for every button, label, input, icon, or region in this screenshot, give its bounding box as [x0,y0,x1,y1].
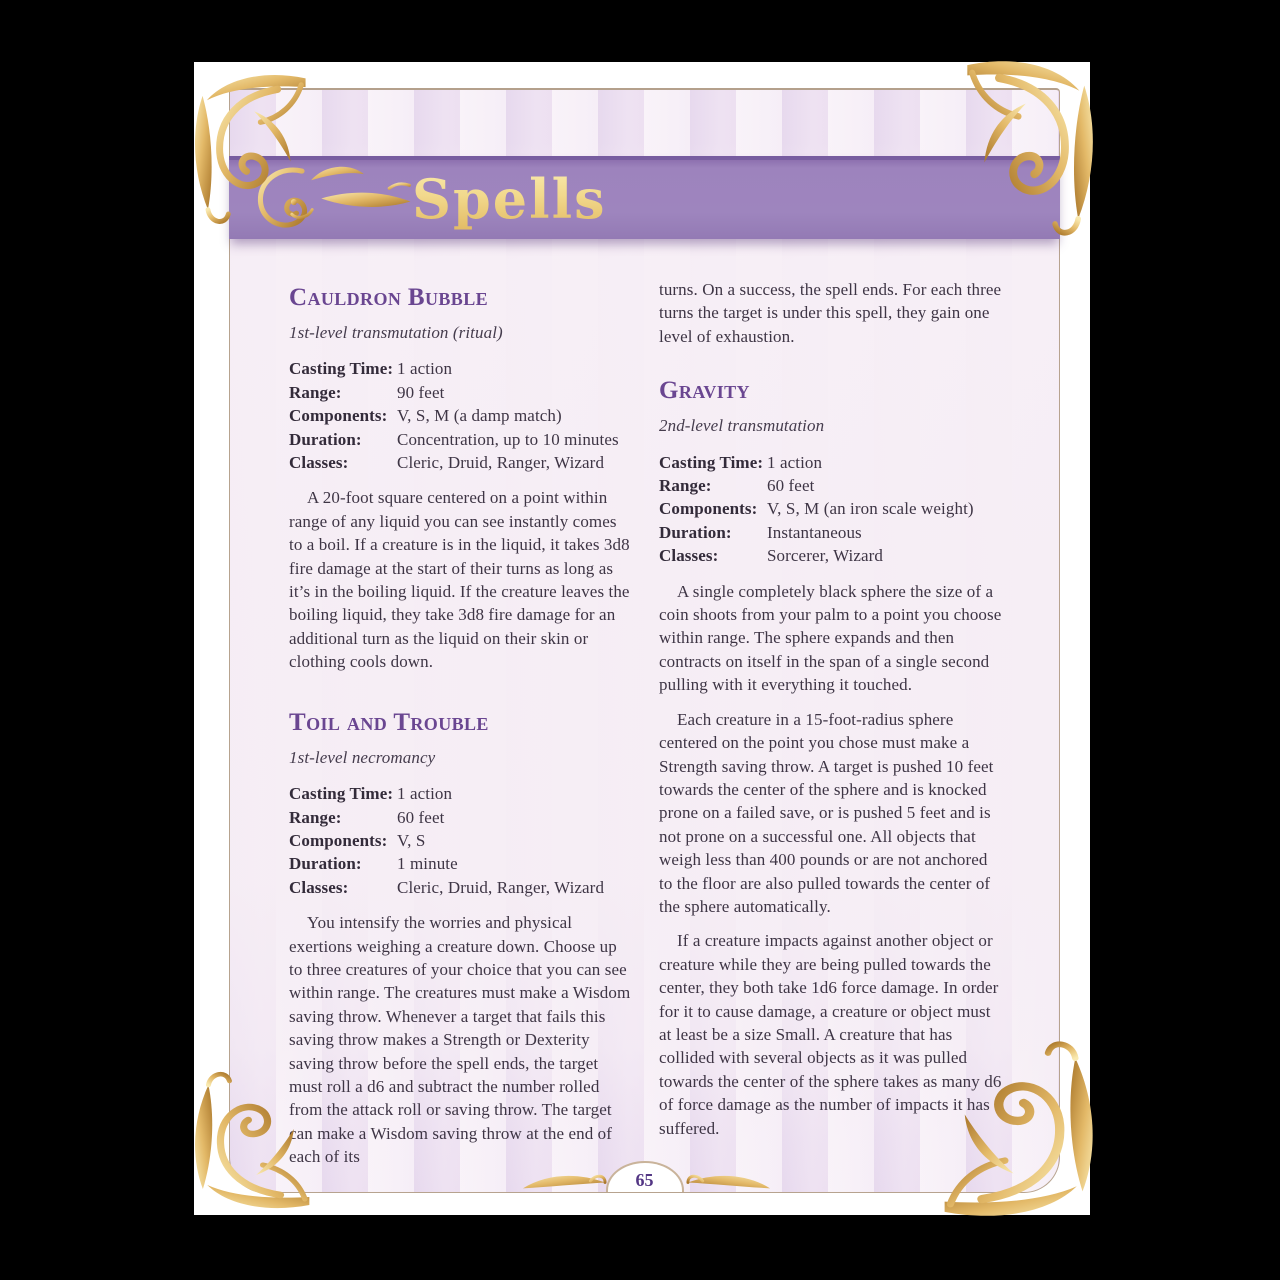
stat-value: V, S, M (an iron scale weight) [767,499,974,519]
spell-paragraph-continuation: turns. On a success, the spell ends. For each three turns the target is under this spell, they gain one level of exhaustion. [659,280,1002,346]
left-column [289,283,633,1192]
spell-name: Cauldron Bubble [289,284,489,311]
spell-paragraph: A single completely black sphere the size of a coin shoots from your palm to a point you choose within range. The sphere expands and then contracts on itself in the span of a single second pulling with it everything it touched. [659,581,1002,695]
stat-label: Components: [289,830,388,850]
stat-label: Classes: [289,877,349,897]
stat-value: 1 action [397,784,453,804]
stat-value: Concentration, up to 10 minutes [397,429,619,449]
stat-value: Cleric, Druid, Ranger, Wizard [397,453,605,473]
stat-value: V, S, M (a damp match) [397,406,562,426]
stat-value: V, S [397,830,426,850]
stat-label: Components: [659,499,758,519]
stat-label: Casting Time: [659,452,764,472]
stat-value: 1 action [397,359,453,379]
footer-swash-left-icon [520,1167,608,1195]
stat-value: 60 feet [767,476,815,496]
corner-ornament-bottom-right-icon [936,1012,1094,1217]
spell-name: Toil and Trouble [289,708,489,736]
corner-ornament-bottom-left-icon [194,1049,316,1209]
stat-label: Duration: [659,522,732,542]
spell-paragraph: You intensify the worries and physical exertions weighing a creature down. Choose up to three creatures of your choice that you can see within range. The creatures must make a Wisdom saving throw. Whenever a target that fails this saving throw makes a Strength or Dexterity saving throw before the spell ends, the target must roll a d6 and subtract the number rolled from the attack roll or saving throw. The target can make a Wisdom saving throw at the end of each of its [289,913,631,1167]
stat-value: 60 feet [397,807,445,827]
corner-ornament-top-left-icon [194,74,312,249]
stat-value: Instantaneous [767,522,862,542]
spell-name: Gravity [659,377,750,405]
stat-label: Range: [289,382,342,402]
spell-stats [289,357,633,474]
stat-label: Duration: [289,854,362,874]
spell-stats [659,451,1003,568]
stat-label: Classes: [289,453,349,473]
spell-card-cauldron-bubble [289,283,633,674]
book-page [194,62,1090,1215]
stat-label: Range: [289,807,342,827]
stat-label: Components: [289,406,388,426]
chapter-banner [229,156,1060,239]
stat-value: Sorcerer, Wizard [767,546,884,566]
spell-paragraph: If a creature impacts against another object or creature while they are being pulled towards the center, they both take 1d6 force damage. In order for it to cause damage, a creature or object must at least be a size Small. A creature that has collided with several objects as it was pulled towards the center of the sphere takes as many d6 of force damage as the number of impacts it has suffered. [659,931,1002,1138]
spell-school: 2nd-level transmutation [659,416,825,436]
stat-value: 1 action [767,452,823,472]
stat-value: 90 feet [397,382,445,402]
stat-value: 1 minute [397,854,458,874]
spell-paragraph: Each creature in a 15-foot-radius sphere centered on the point you chose must make a Strength saving throw. A target is pushed 10 feet towards the center of the sphere and is knocked prone on a failed save, or is pushed 5 feet and is not prone on a successful one. All objects that weigh less than 400 pounds or are not anchored to the floor are also pulled towards the center of the sphere automatically. [659,709,994,916]
footer-swash-right-icon [685,1167,773,1195]
chapter-title: Spells [412,162,607,236]
spell-paragraph: A 20-foot square centered on a point within range of any liquid you can see instantly comes to a boil. If a creature is in the liquid, it takes 3d8 fire damage at the start of their turns as long as it’s in the boiling liquid. If the creature leaves the boiling liquid, they take 3d8 fire damage for an additional turn as the liquid on their skin or clothing cools down. [289,488,630,672]
stat-label: Duration: [289,429,362,449]
spell-card-toil-and-trouble [289,708,633,1169]
page-number: 65 [635,1170,654,1190]
stat-label: Casting Time: [289,359,394,379]
spell-stats [289,782,633,899]
stat-value: Cleric, Druid, Ranger, Wizard [397,877,605,897]
stat-label: Classes: [659,546,719,566]
spell-school: 1st-level transmutation (ritual) [289,323,503,342]
stat-label: Casting Time: [289,784,394,804]
corner-ornament-top-right-icon [960,60,1094,265]
spell-school: 1st-level necromancy [289,747,436,767]
stat-label: Range: [659,476,712,496]
